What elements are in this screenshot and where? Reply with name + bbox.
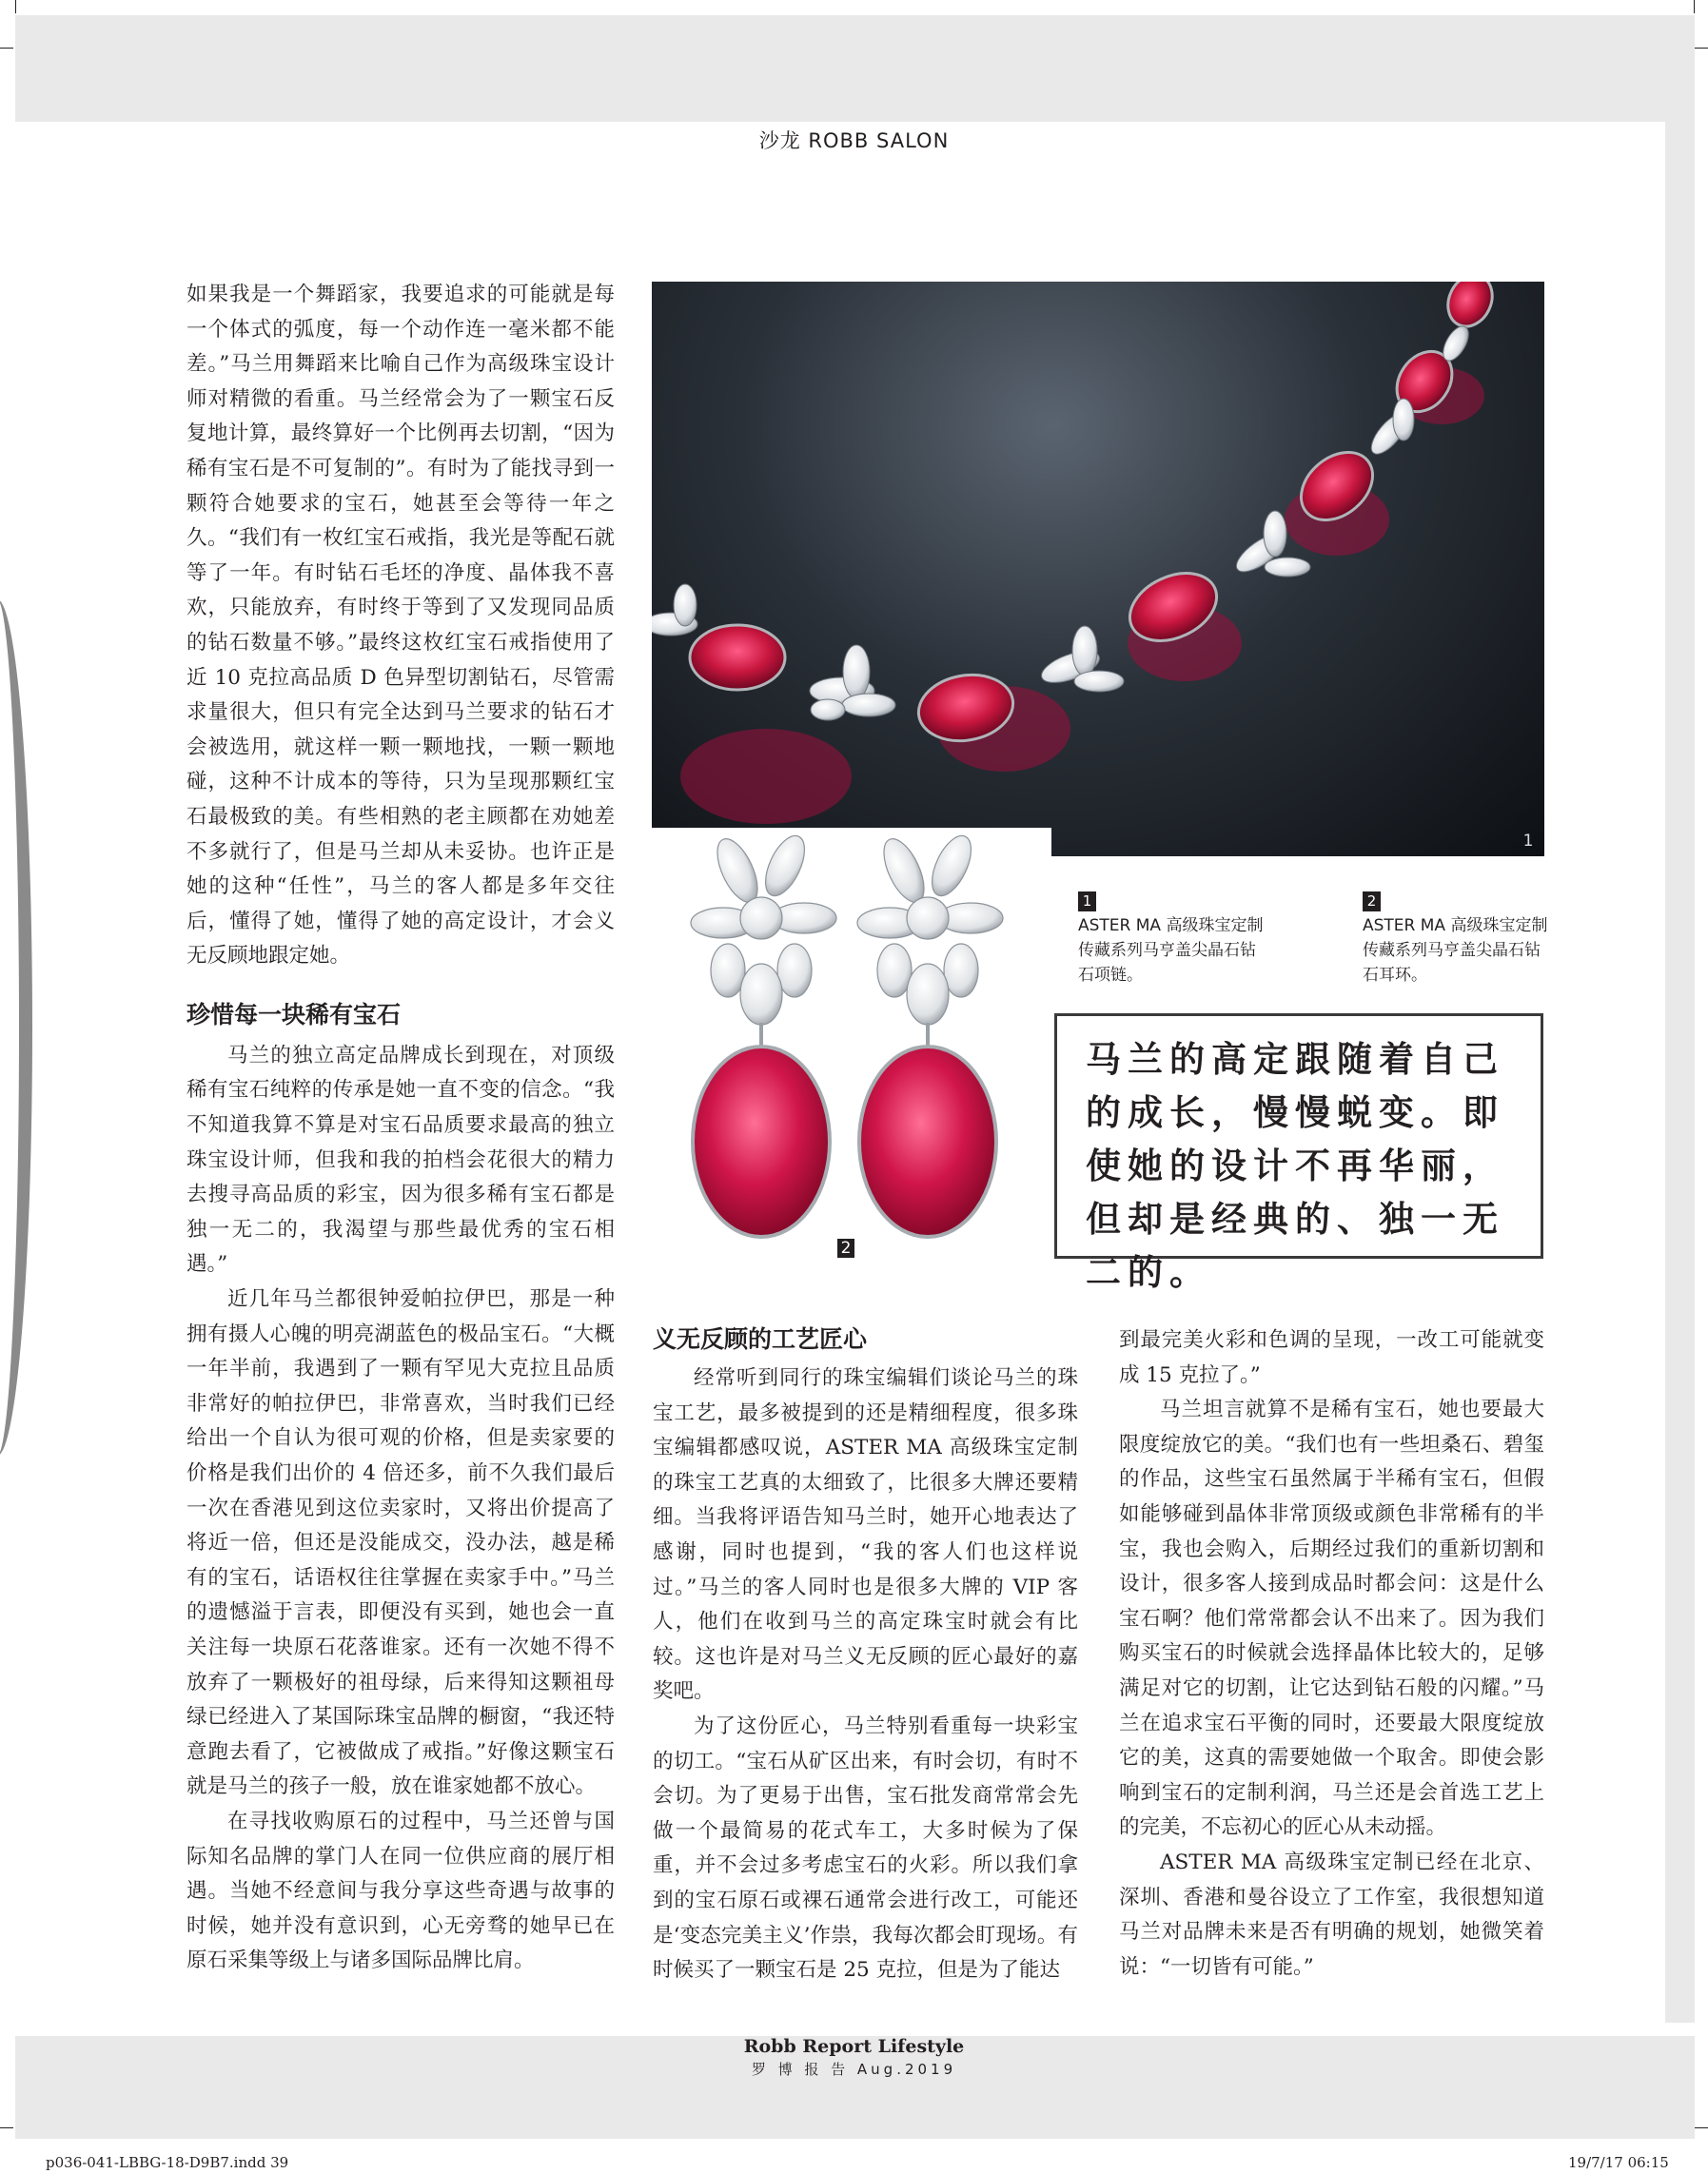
paragraph: 经常听到同行的珠宝编辑们谈论马兰的珠宝工艺，最多被提到的还是精细程度，很多珠宝编辑都感叹说，ASTER MA 高级珠宝定制的珠宝工艺真的太细致了，比很多大牌还要精细。当我将评语告知马兰时，她开心地表达了感谢，同时也提到，“我的客人们也这样说过。”马兰的客人同时也是很多大牌的 VIP 客人，他们在收到马兰的高定珠宝时就会有比较。这也许是对马兰义无反顾的匠心最好的嘉奖吧。 [653,1366,1078,1704]
paragraph: 在寻找收购原石的过程中，马兰还曾与国际知名品牌的掌门人在同一位供应商的展厅相遇。当她不经意间与我分享这些奇遇与故事的时候，她并没有意识到，心无旁骛的她早已在原石采集等级上与诸多国际品牌比肩。 [187,1809,615,1973]
crop-mark [0,2127,13,2128]
caption-necklace [1078,889,1268,988]
section-heading: 珍惜每一块稀有宝石 [187,1000,402,1028]
crop-mark [0,48,13,49]
earrings-illustration [652,828,1051,1265]
caption-number: 2 [1363,891,1381,911]
right-grey-margin [1665,15,1695,2023]
photo-number-tag: 1 [1522,832,1534,851]
ruby-drop [859,1047,996,1237]
caption-earrings [1363,889,1548,988]
paragraph: 如果我是一个舞蹈家，我要追求的可能就是每一个体式的弧度，每一个动作连一毫米都不能差。”马兰用舞蹈来比喻自己作为高级珠宝设计师对精微的看重。马兰经常会为了一颗宝石反复地计算，最终算好一个比例再去切割，“因为稀有宝石是不可复制的”。有时为了能找寻到一颗符合她要求的宝石，她甚至会等待一年之久。“我们有一枚红宝石戒指，我光是等配石就等了一年。有时钻石毛坯的净度、晶体我不喜欢，只能放弃，有时终于等到了又发现同品质的钻石数量不够。”最终这枚红宝石戒指使用了近 10 克拉高品质 D 色异型切割钻石，尽管需求量很大，但只有完全达到马兰要求的钻石才会被选用，就这样一颗一颗地找，一颗一颗地碰，这种不计成本的等待，只为呈现那颗红宝石最极致的美。有些相熟的老主顾都在劝她差不多就行了，但是马兰却从未妥协。也许正是她的这种“任性”，马兰的客人都是多年交往后，懂得了她，懂得了她的高定设计，才会义无反顾地跟定她。 [187,283,615,969]
crop-mark [1695,48,1708,49]
crop-mark [1695,2127,1708,2128]
page-curl-edge [0,599,32,1456]
paragraph: 马兰坦言就算不是稀有宝石，她也要最大限度绽放它的美。“我们也有一些坦桑石、碧玺的作品，这些宝石虽然属于半稀有宝石，但假如能够碰到晶体非常顶级或颜色非常稀有的半宝，我也会购入，后期经过我们的重新切割和设计，很多客人接到成品时都会问：这是什么宝石啊？他们常常都会认不出来了。因为我们购买宝石的时候就会选择晶体比较大的，足够满足对它的切割，让它达到钻石般的闪耀。”马兰在追求宝石平衡的同时，还要最大限度绽放它的美，这真的需要她做一个取舍。即使会影响到宝石的定制利润，马兰还是会首选工艺上的完美，不忘初心的匠心从未动摇。 [1119,1398,1544,1840]
pull-quote: 马兰的高定跟随着自己的成长，慢慢蜕变。即使她的设计不再华丽，但却是经典的、独一无二的。 [1054,1013,1543,1259]
section-header: 沙龙 ROBB SALON [758,129,950,152]
left-column [187,278,615,1979]
paragraph: 近几年马兰都很钟爱帕拉伊巴，那是一种拥有摄人心魄的明亮湖蓝色的极品宝石。“大概一年半前，我遇到了一颗有罕见大克拉且品质非常好的帕拉伊巴，非常喜欢，当时我们已经给出一个自认为很可观的价格，但是卖家要的价格是我们出价的 4 倍还多，前不久我们最后一次在香港见到这位卖家时，又将出价提高了将近一倍，但还是没能成交，没办法，越是稀有的宝石，话语权往往掌握在卖家手中。”马兰的遗憾溢于言表，即便没有买到，她也会一直关注每一块原石花落谁家。还有一次她不得不放弃了一颗极好的祖母绿，后来得知这颗祖母绿已经进入了某国际珠宝品牌的橱窗，“我还特意跑去看了，它被做成了戒指。”好像这颗宝石就是马兰的孩子一般，放在谁家她都不放心。 [187,1287,615,1799]
paragraph: 马兰的独立高定品牌成长到现在，对顶级稀有宝石纯粹的传承是她一直不变的信念。“我不知道我算不算是对宝石品质要求最高的独立珠宝设计师，但我和我的拍档会花很大的精力去搜寻高品质的彩宝，因为很多稀有宝石都是独一无二的，我渴望与那些最优秀的宝石相遇。” [187,1043,615,1277]
print-slug-date: 19/7/17 06:15 [1568,2154,1669,2171]
necklace-photo [652,282,1544,856]
crop-mark [1694,0,1695,13]
section-heading: 义无反顾的工艺匠心 [653,1325,868,1353]
magazine-issue: 罗 博 报 告 Aug.2019 [751,2061,957,2078]
magazine-title: Robb Report Lifestyle [743,2036,965,2057]
caption-number: 1 [1078,891,1096,911]
paragraph: ASTER MA 高级珠宝定制已经在北京、深圳、香港和曼谷设立了工作室，我很想知道马兰对品牌未来是否有明确的规划，她微笑着说：“一切皆有可能。” [1119,1850,1544,1979]
necklace-illustration [652,282,1544,856]
top-grey-band [15,15,1695,122]
caption-text: ASTER MA 高级珠宝定制传藏系列马亨盖尖晶石钻石项链。 [1078,916,1264,985]
paragraph: 到最完美火彩和色调的呈现，一改工可能就变成 15 克拉了。” [1119,1328,1544,1387]
crop-mark [15,0,16,13]
right-column [1119,1323,1544,1985]
photo-number-tag: 2 [837,1239,854,1258]
paragraph: 为了这份匠心，马兰特别看重每一块彩宝的切工。“宝石从矿区出来，有时会切，有时不会切。为了更易于出售，宝石批发商常常会先做一个最简易的花式车工，大多时候为了保重，并不会过多考虑宝石的火彩。所以我们拿到的宝石原石或裸石通常会进行改工，可能还是‘变态完美主义’作祟，我每次都会盯现场。有时候买了一颗宝石是 25 克拉，但是为了能达 [653,1714,1078,1983]
caption-text: ASTER MA 高级珠宝定制传藏系列马亨盖尖晶石钻石耳环。 [1363,916,1548,985]
earrings-photo [652,828,1051,1265]
middle-column [653,1320,1078,1988]
print-slug-file: p036-041-LBBG-18-D9B7.indd 39 [46,2154,289,2171]
ruby-drop [693,1047,830,1237]
